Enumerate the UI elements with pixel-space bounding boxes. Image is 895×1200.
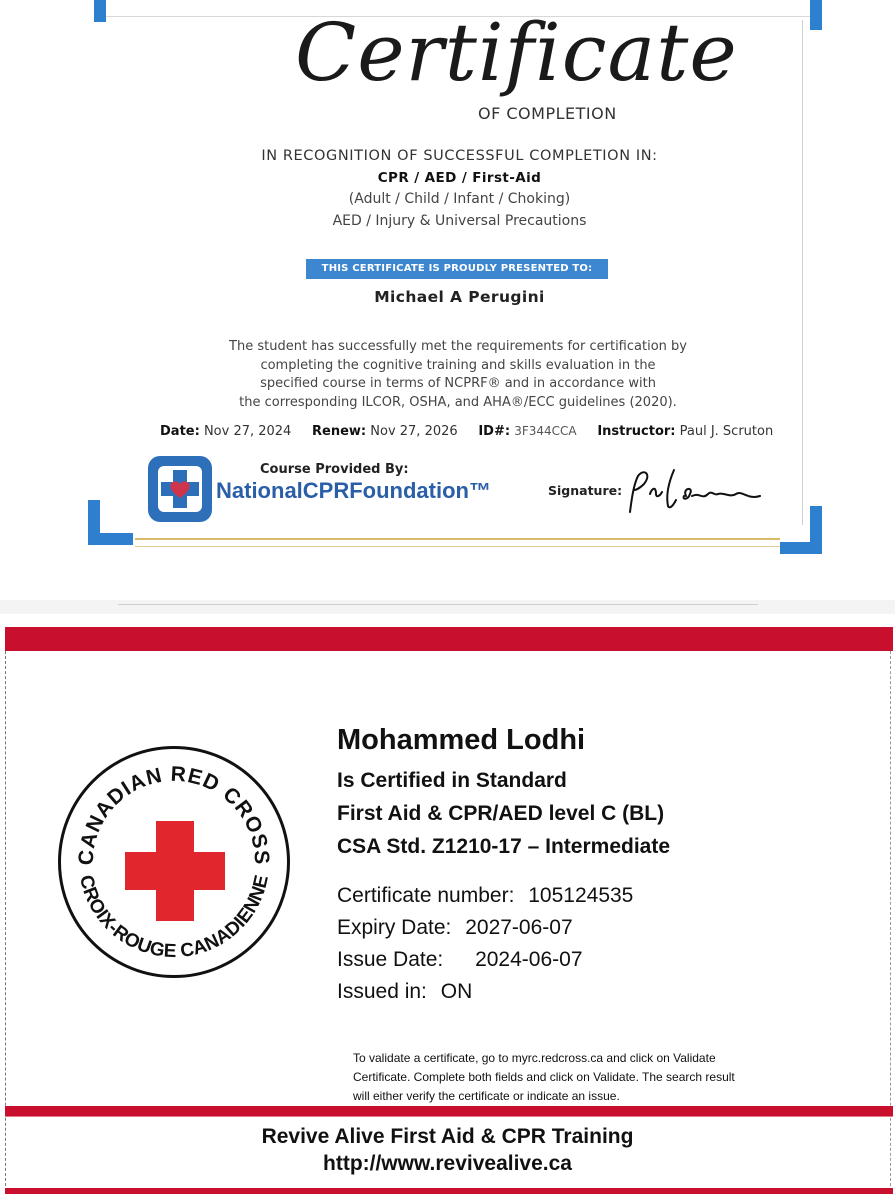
- validation-line: Certificate. Complete both fields and click on Validate. The search result: [353, 1070, 735, 1084]
- top-red-band: [5, 627, 893, 651]
- issue-date-row: [337, 948, 583, 972]
- course-name: CPR / AED / First-Aid: [377, 170, 542, 186]
- certificate-number-value: 105124535: [528, 884, 634, 907]
- seal-top-text: CANADIAN RED CROSS: [74, 762, 274, 866]
- page-gap: [0, 600, 895, 614]
- course-detail-2: AED / Injury & Universal Precautions: [332, 213, 587, 229]
- recipient-name: Michael A Perugini: [374, 288, 545, 306]
- issued-in-value: ON: [440, 980, 473, 1003]
- footer-url[interactable]: http://www.revivealive.ca: [323, 1152, 572, 1175]
- provider-name: NationalCPRFoundation™: [216, 478, 491, 503]
- certificate-details-row: [160, 424, 773, 439]
- issued-in-row: [337, 980, 472, 1004]
- recognition-heading: IN RECOGNITION OF SUCCESSFUL COMPLETION IN:: [261, 148, 658, 164]
- statement-line: the corresponding ILCOR, OSHA, and AHA®/ECC guidelines (2020).: [239, 394, 677, 410]
- corner-bracket-bottom-right-h: [780, 542, 822, 554]
- expiry-date-label: Expiry Date:: [337, 916, 452, 939]
- footer-organization: Revive Alive First Aid & CPR Training: [261, 1125, 634, 1148]
- expiry-date-value: 2027-06-07: [465, 916, 573, 939]
- issued-in-label: Issued in:: [337, 980, 427, 1003]
- statement-line: The student has successfully met the requirements for certification by: [229, 339, 687, 354]
- validation-line: will either verify the certificate or indicate an issue.: [353, 1089, 620, 1103]
- gold-rule: [135, 538, 780, 540]
- gold-rule-thin: [135, 546, 780, 547]
- holder-name: Mohammed Lodhi: [337, 724, 586, 756]
- id-label: ID#:: [478, 424, 511, 439]
- frame-line-right: [802, 20, 803, 525]
- issue-date-label: Issue Date:: [337, 948, 444, 971]
- instructor-value: Paul J. Scruton: [679, 424, 774, 439]
- signature-label: Signature:: [548, 483, 623, 498]
- validation-instructions: [353, 1049, 735, 1106]
- presented-to-banner: THIS CERTIFICATE IS PROUDLY PRESENTED TO:: [306, 259, 608, 279]
- bottom-red-band-edge: [5, 1116, 893, 1117]
- footer-red-band: [5, 1188, 893, 1194]
- corner-bracket-bottom-left-h: [88, 533, 133, 545]
- statement-line: completing the cognitive training and skills evaluation in the: [260, 357, 656, 373]
- certified-line-1: Is Certified in Standard: [337, 769, 567, 792]
- issue-date-value: 2024-06-07: [475, 948, 583, 971]
- renew-label: Renew:: [312, 424, 367, 439]
- gap-line: [118, 604, 758, 605]
- seal-bottom-text: CROIX-ROUGE CANADIENNE: [75, 873, 273, 963]
- provided-by-label: Course Provided By:: [260, 462, 409, 477]
- certified-line-2: First Aid & CPR/AED level C (BL): [337, 802, 665, 825]
- certified-line-3: CSA Std. Z1210-17 – Intermediate: [337, 835, 671, 858]
- date-value: Nov 27, 2024: [203, 424, 292, 439]
- certification-statement: [208, 338, 708, 412]
- red-cross-horizontal: [125, 852, 225, 890]
- corner-bracket-top-left: [94, 0, 106, 22]
- corner-bracket-top-right: [810, 0, 822, 30]
- validation-line: To validate a certificate, go to myrc.redcross.ca and click on Validate: [353, 1051, 716, 1065]
- renew-value: Nov 27, 2026: [370, 424, 458, 439]
- instructor-label: Instructor:: [597, 424, 676, 439]
- course-detail-1: (Adult / Child / Infant / Choking): [348, 191, 571, 207]
- certificate-subtitle: OF COMPLETION: [478, 104, 617, 123]
- date-label: Date:: [160, 424, 200, 439]
- certificate-number-label: Certificate number:: [337, 884, 515, 907]
- id-value: 3F344CCA: [514, 424, 577, 438]
- red-cross-seal-icon: [58, 746, 290, 978]
- heart-cross-logo-icon: [148, 456, 212, 522]
- certificate-title: Certificate: [295, 6, 738, 99]
- signature-graphic: [622, 466, 772, 516]
- expiry-date-row: [337, 916, 573, 940]
- certificate-number-row: [337, 884, 633, 908]
- statement-line: specified course in terms of NCPRF® and in accordance with: [260, 376, 656, 391]
- bottom-red-band: [5, 1106, 893, 1116]
